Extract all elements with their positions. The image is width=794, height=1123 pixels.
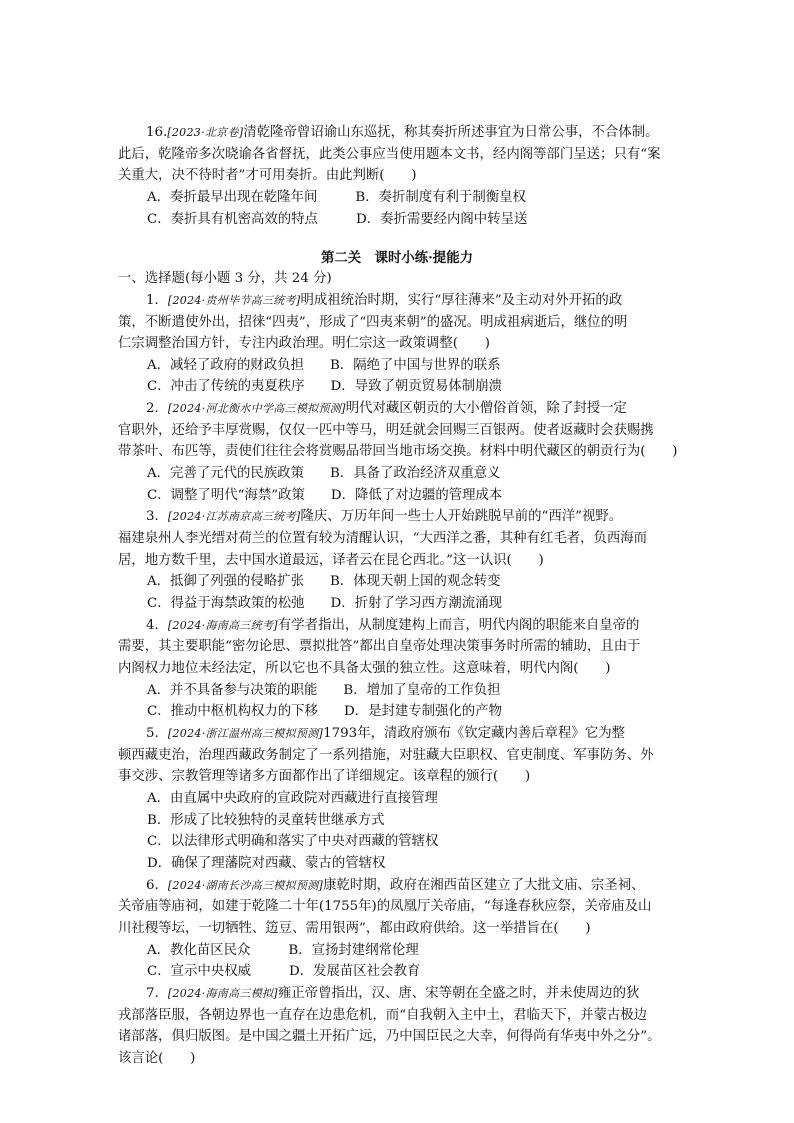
q5-option-b[interactable]: B．形成了比较独特的灵童转世继承方式 bbox=[147, 813, 385, 828]
q16-options-ab[interactable]: A．奏折最早出现在乾隆年间 B．奏折制度有利于制衡皇权 bbox=[147, 190, 526, 205]
q3-options-ab[interactable]: A．抵御了列强的侵略扩张 B．体现天朝上国的观念转变 bbox=[147, 574, 501, 589]
part-title: 一、选择题(每小题 3 分，共 24 分) bbox=[118, 271, 332, 286]
q7-source-tag: [2024·海南高三模拟] bbox=[167, 987, 278, 1000]
q1-line-3: 仁宗调整治国方针，专注内政治理。明仁宗这一政策调整( ) bbox=[118, 336, 490, 351]
q6-line-3: 川社稷等坛，一切牺牲、笾豆、需用银两”，都由政府供给。这一举措旨在( ) bbox=[118, 921, 591, 936]
q4-options-cd[interactable]: C．推动中枢机构权力的下移 D．是封建专制强化的产物 bbox=[147, 704, 502, 719]
q4-line-3: 内阁权力地位未经法定，所以它也不具备太强的独立性。这意味着，明代内阁( ) bbox=[118, 661, 611, 676]
section-title: 第二关 课时小练·提能力 bbox=[321, 250, 473, 266]
q4-line-2: 需要，其主要职能“密勿论思、票拟批答”都出自皇帝处理决策事务时所需的辅助，且由于 bbox=[118, 639, 641, 654]
q2-line-3: 带茶叶、布匹等，责使们往往会将赏赐品带回当地市场交换。材料中明代藏区的朝贡行为( ) bbox=[118, 444, 678, 459]
q5-option-d[interactable]: D．确保了理藩院对西藏、蒙古的管辖权 bbox=[147, 856, 386, 871]
q7-line-1: 7．[2024·海南高三模拟]雍正帝曾指出，汉、唐、宋等朝在全盛之时，并未使周边的狄 bbox=[146, 986, 640, 1001]
q1-line-2: 策，不断遣使外出，招徕“四夷”，形成了“四夷来朝”的盛况。明成祖病逝后，继位的明 bbox=[118, 315, 628, 330]
q3-source-tag: [2024·江苏南京高三统考] bbox=[167, 510, 301, 523]
q5-option-a[interactable]: A．由直属中央政府的宣政院对西藏进行直接管理 bbox=[147, 791, 438, 806]
q2-line-2: 官职外，还给予丰厚赏赐，仅仅一匹中等马，明廷就会回赐三百银两。使者返藏时会获赐携 bbox=[118, 423, 654, 438]
q4-options-ab[interactable]: A．并不具备参与决策的职能 B．增加了皇帝的工作负担 bbox=[147, 683, 501, 698]
q6-options-ab[interactable]: A．教化苗区民众 B．宣扬封建纲常伦理 bbox=[147, 943, 419, 958]
q1-options-ab[interactable]: A．减轻了政府的财政负担 B．隔绝了中国与世界的联系 bbox=[147, 358, 501, 373]
q5-source-tag: [2024·浙江温州高三模拟预测] bbox=[167, 727, 324, 740]
q3-line-1: 3．[2024·江苏南京高三统考]隆庆、万历年间一些士人开始跳脱早前的“西洋”视野。 bbox=[146, 509, 623, 524]
q5-line-1: 5．[2024·浙江温州高三模拟预测]1793年，清政府颁布《钦定藏内善后章程》它为整 bbox=[146, 726, 625, 741]
q7-line-2: 戎部落臣服，各朝边界也一直存在边患危机，而“自我朝入主中土，君临天下，并蒙古极边 bbox=[118, 1008, 648, 1023]
q3-options-cd[interactable]: C．得益于海禁政策的松弛 D．折射了学习西方潮流涌现 bbox=[147, 596, 502, 611]
q3-line-3: 居，地方数千里，去中国水道最远，译者云在昆仑西北。”这一认识( ) bbox=[118, 553, 544, 568]
q6-options-cd[interactable]: C．宣示中央权威 D．发展苗区社会教育 bbox=[147, 964, 421, 979]
q2-options-ab[interactable]: A．完善了元代的民族政策 B．具备了政治经济双重意义 bbox=[147, 466, 501, 481]
q1-source-tag: [2024·贵州毕节高三统考] bbox=[167, 294, 301, 307]
q3-line-2: 福建泉州人李光缙对荷兰的位置有较为清醒认识，“大西洋之番，其种有红毛者，负西海而 bbox=[118, 531, 648, 546]
q4-source-tag: [2024·海南高三统考] bbox=[167, 619, 278, 632]
q16-source-tag: [2023·北京卷] bbox=[167, 126, 244, 139]
q5-line-3: 事交涉、宗教管理等诸多方面都作出了详细规定。该章程的颁行( ) bbox=[118, 769, 531, 784]
q1-line-1: 1．[2024·贵州毕节高三统考]明成祖统治时期，实行“厚往薄来”及主动对外开拓的政 bbox=[146, 293, 623, 308]
q5-option-c[interactable]: C．以法律形式明确和落实了中央对西藏的管辖权 bbox=[147, 834, 439, 849]
q16-line-3: 关重大，决不待时者”才可用奏折。由此判断( ) bbox=[118, 168, 417, 183]
q4-line-1: 4．[2024·海南高三统考]有学者指出，从制度建构上而言，明代内阁的职能来自皇帝的 bbox=[146, 618, 640, 633]
q1-options-cd[interactable]: C．冲击了传统的夷夏秩序 D．导致了朝贡贸易体制崩溃 bbox=[147, 379, 502, 394]
q6-line-1: 6．[2024·湖南长沙高三模拟预测]康乾时期，政府在湘西苗区建立了大批文庙、宗圣祠、 bbox=[146, 878, 645, 893]
q16-line-2: 此后，乾隆帝多次晓谕各省督抚，此类公事应当使用题本文书，经内阁等部门呈送；只有“案 bbox=[118, 147, 661, 162]
q7-line-4: 该言论( ) bbox=[118, 1051, 196, 1066]
q16-options-cd[interactable]: C．奏折具有机密高效的特点 D．奏折需要经内阁中转呈送 bbox=[147, 212, 528, 227]
q2-source-tag: [2024·河北衡水中学高三模拟预测] bbox=[167, 402, 346, 415]
q7-line-3: 诸部落，俱归版图。是中国之疆土开拓广远，乃中国臣民之大幸，何得尚有华夷中外之分”。 bbox=[118, 1029, 661, 1044]
q6-source-tag: [2024·湖南长沙高三模拟预测] bbox=[167, 879, 324, 892]
q16-line-1: 16.[2023·北京卷]清乾隆帝曾诏谕山东巡抚，称其奏折所述事宜为日常公事，不合体制。 bbox=[146, 125, 659, 140]
q5-line-2: 顿西藏吏治，治理西藏政务制定了一系列措施，对驻藏大臣职权、官吏制度、军事防务、外 bbox=[118, 748, 654, 763]
q2-line-1: 2．[2024·河北衡水中学高三模拟预测]明代对藏区朝贡的大小僧俗首领，除了封授一定 bbox=[146, 401, 627, 416]
q2-options-cd[interactable]: C．调整了明代“海禁”政策 D．降低了对边疆的管理成本 bbox=[147, 488, 503, 503]
q6-line-2: 关帝庙等庙祠，如建于乾隆二十年(1755年)的凤凰厅关帝庙，“每逢春秋应祭，关帝庙及山 bbox=[118, 899, 652, 914]
